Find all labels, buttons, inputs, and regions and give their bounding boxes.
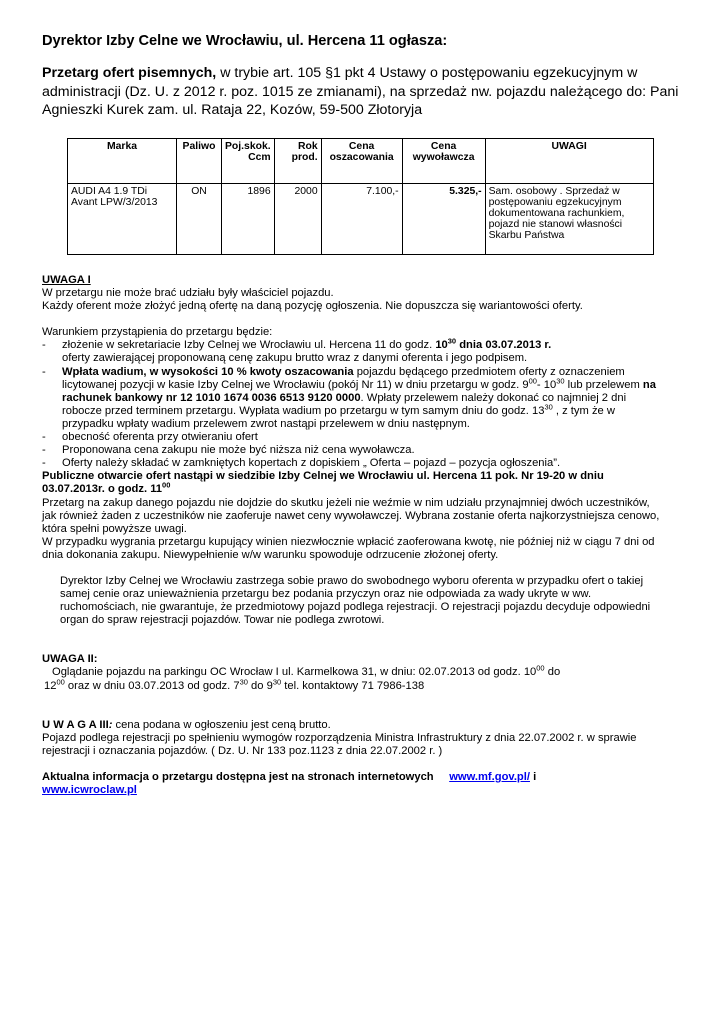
link-mf[interactable]: www.mf.gov.pl/ (449, 770, 530, 783)
cell-cena-wywolawcza: 5.325,- (402, 184, 485, 255)
condition-2: - Wpłata wadium, w wysokości 10 % kwoty oszacowania pojazdu będącego przedmiotem oferty z oznaczeniem licytowanej pozycji w kasie Izby Celnej we Wrocławiu (pokój Nr 11) w dniu przetargu w godz. $9^{00}-$ $10^{30}$ lub przelewem na rachunek bankowy nr 12 1010 1674 0036 6513 9120 0000. Wpłaty przelewem należy dokonać co najmniej 2 dni robocze przed terminem przetargu. Wypłata wadium po przetargu w tym samym dniu do godz. $13^{30}$ , z tym że w przypadku wpłaty wadium przelewem zwrot nastąpi przelewem w dniu następnym. (42, 365, 656, 430)
c4-text: Proponowana cena zakupu nie może być niższa niż cena wywoławcza. (62, 444, 415, 457)
c2-text-b: - 10 (536, 378, 557, 391)
intro-text: w trybie art. 105 §1 pkt 4 Ustawy o postępowaniu egzekucyjnym w administracji (Dz. U. z 2012 r. poz. 1015 ze zmianami), na sprzedaż nw. pojazdu należącego do: Pani Agnieszki Kurek zam. ul. Rataja 22, Kozów, 59-500 Złotoryja (42, 65, 679, 119)
uwaga2-t5: do 9 (247, 679, 273, 692)
condition-3: - obecność oferenta przy otwieraniu ofert (42, 431, 258, 444)
th-cena-wywolawcza: Cena wywoławcza (402, 139, 485, 184)
uwaga2-line1 (42, 663, 662, 679)
th-rok: Rok prod. (274, 139, 321, 184)
table-header-row (68, 139, 654, 184)
cell-paliwo: ON (177, 184, 222, 255)
c2-sup1: 00 (528, 375, 537, 385)
th-cena-oszacowania: Cena oszacowania (321, 139, 402, 184)
public-opening-text: Publiczne otwarcie ofert nastąpi w siedzibie Izby Celnej we Wrocławiu ul. Hercena 11 pok. Nr 19-20 w dniu 03.07.2013r. o godz. 11 (42, 470, 604, 496)
c2-text-a: pojazdu będącego przedmiotem oferty z oznaczeniem licytowanej pozycji w kasie Izby Celnej we Wrocławiu (pokój Nr 11) w dniu przetargu w godz. 9 (62, 365, 625, 391)
uwaga3-text: cena podana w ogłoszeniu jest ceną brutto. (112, 718, 331, 731)
condition-5: - Oferty należy składać w zamkniętych kopertach z dopiskiem „ Oferta – pojazd – pozycja ogłoszenia”. (42, 457, 561, 470)
uwaga2-t1: Oglądanie pojazdu na parkingu OC Wrocław I ul. Karmelkowa 31, w dniu: 02.07.2013 od godz. 10 (52, 666, 537, 679)
uwaga2-line2 (42, 676, 662, 693)
th-uwagi: UWAGI (485, 139, 653, 184)
public-opening (42, 470, 662, 496)
uwaga3-line2: Pojazd podlega rejestracji po spełnieniu wymogów rozporządzenia Ministra Infrastruktury z dnia 22.07.2002 r. w sprawie rejestracji i oznaczania pojazdów. ( Dz. U. Nr 133 poz.1123 z dnia 22.07.2002 r. ) (42, 731, 637, 757)
footer-info (42, 771, 662, 797)
uwaga3-line1 (42, 719, 662, 732)
uwaga2-s1: 00 (536, 663, 545, 673)
uwaga2-s3: 30 (239, 676, 248, 686)
c2-text-c: lub przelewem (564, 378, 643, 391)
uwaga3-heading: U W A G A III (42, 718, 109, 731)
c1-date: dnia 03.07.2013 r. (456, 339, 552, 352)
uwaga2-t3: 12 (44, 679, 57, 692)
uwaga2-s2: 00 (56, 676, 65, 686)
uwaga1-line2: Każdy oferent może złożyć jedną ofertę na daną pozycję ogłoszenia. Nie dopuszcza się wariantowości oferty. (42, 300, 583, 313)
c2-sup3: 30 (544, 402, 553, 412)
cell-uwagi: Sam. osobowy . Sprzedaż w postępowaniu egzekucyjnym dokumentowana rachunkiem, pojazd nie stanowi własności Skarbu Państwa (485, 184, 653, 255)
c2-text-d: . Wpłaty przelewem należy dokonać co najmniej 2 dni robocze przed terminem przetargu. Wypłata wadium po przetargu w tym samym dniu do godz. 13 (62, 391, 627, 417)
th-marka: Marka (68, 139, 177, 184)
c2-sup2: 30 (556, 375, 565, 385)
c2-bold: Wpłata wadium, w wysokości 10 % kwoty oszacowania (62, 365, 354, 378)
uwaga2-t2: do (544, 666, 561, 679)
c2-text-e: , z tym że w przypadku wpłaty wadium przelewem zwrot nastąpi przelewem w dniu następnym. (62, 404, 615, 430)
c3-text: obecność oferenta przy otwieraniu ofert (62, 431, 258, 444)
vehicle-table (67, 138, 654, 255)
c1-sup: 30 (447, 336, 457, 346)
c5-text: Oferty należy składać w zamkniętych kopertach z dopiskiem „ Oferta – pojazd – pozycja ogłoszenia”. (62, 457, 561, 470)
uwaga2-t4: oraz w dniu 03.07.2013 od godz. 7 (64, 679, 240, 692)
cell-marka: AUDI A4 1.9 TDi Avant LPW/3/2013 (68, 184, 177, 255)
paragraph-2: W przypadku wygrania przetargu kupujący winien niezwłocznie wpłacić zaoferowana kwotę, nie później niż w ciągu 7 dni od dnia dokonania zakupu. Niewypełnienie w/w warunku spowoduje odrzucenie złożonej oferty. (42, 535, 655, 561)
cell-cena-oszacowania: 7.100,- (321, 184, 402, 255)
paragraph-3: Dyrektor Izby Celnej we Wrocławiu zastrzega sobie prawo do swobodnego wyboru oferenta w przypadku ofert o takiej samej cenie oraz unieważnienia przetargu bez podania przyczyn oraz nie odpowiada za wady ukryte w ww. ruchomościach, nie gwarantuje, że przedmiotowy pojazd podlega rejestracji. O rejestracji pojazdu decyduje odpowiedni organ do spraw rejestracji pojazdów. Towar nie podlega zwrotowi. (60, 574, 651, 627)
th-pojemnosc: Poj.skok. Ccm (222, 139, 275, 184)
uwaga2-t6: tel. kontaktowy 71 7986-138 (281, 679, 425, 692)
footer-conj: i (529, 770, 537, 783)
uwaga1-heading: UWAGA I (42, 274, 91, 286)
bank-account: na rachunek bankowy nr 12 1010 1674 0036 6513 9120 0000 (62, 378, 656, 404)
condition-4: - Proponowana cena zakupu nie może być niższa niż cena wywoławcza. (42, 444, 415, 457)
uwaga1-line1: W przetargu nie może brać udziału były właściciel pojazdu. (42, 287, 334, 300)
announcement-title: Dyrektor Izby Celne we Wrocławiu, ul. Hercena 11 ogłasza: (42, 33, 448, 49)
intro-bold: Przetarg ofert pisemnych, (42, 65, 217, 81)
cell-pojemnosc: 1896 (222, 184, 275, 255)
paragraph-1: Przetarg na zakup danego pojazdu nie dojdzie do skutku jeżeli nie weźmie w nim udziału przynajmniej dwóch uczestników, jak również żaden z uczestników nie zaoferuje nawet ceny wywoławczej. Wybrana zostanie oferta najkorzystniejsza cenowo, która spełni powyższe uwagi. (42, 496, 660, 535)
cell-rok: 2000 (274, 184, 321, 255)
th-paliwo: Paliwo (177, 139, 222, 184)
condition-1: - złożenie w sekretariacie Izby Celnej we Wrocławiu ul. Hercena 11 do godz. $10^{30}$ dnia 03.07.2013 r. oferty zawierającej proponowaną cenę zakupu brutto wraz z danymi oferenta i jego podpisem. (42, 336, 552, 365)
document-body (42, 274, 662, 797)
uwaga2-s4: 30 (272, 676, 282, 686)
uwaga3-colon: : (108, 718, 113, 731)
public-opening-sup: 00 (162, 480, 171, 490)
intro-paragraph (42, 64, 682, 120)
uwaga2-heading: UWAGA II: (42, 653, 98, 666)
link-icwroclaw[interactable]: www.icwroclaw.pl (42, 784, 137, 796)
c1-text: złożenie w sekretariacie Izby Celnej we Wrocławiu ul. Hercena 11 do godz. (62, 339, 436, 352)
c1-text2: oferty zawierającej proponowaną cenę zakupu brutto wraz z danymi oferenta i jego podpisem. (62, 352, 528, 365)
table-row (68, 184, 654, 255)
conditions-intro: Warunkiem przystąpienia do przetargu będzie: (42, 326, 273, 339)
c1-hour: 10 (435, 339, 448, 352)
footer-text: Aktualna informacja o przetargu dostępna jest na stronach internetowych (42, 770, 434, 783)
